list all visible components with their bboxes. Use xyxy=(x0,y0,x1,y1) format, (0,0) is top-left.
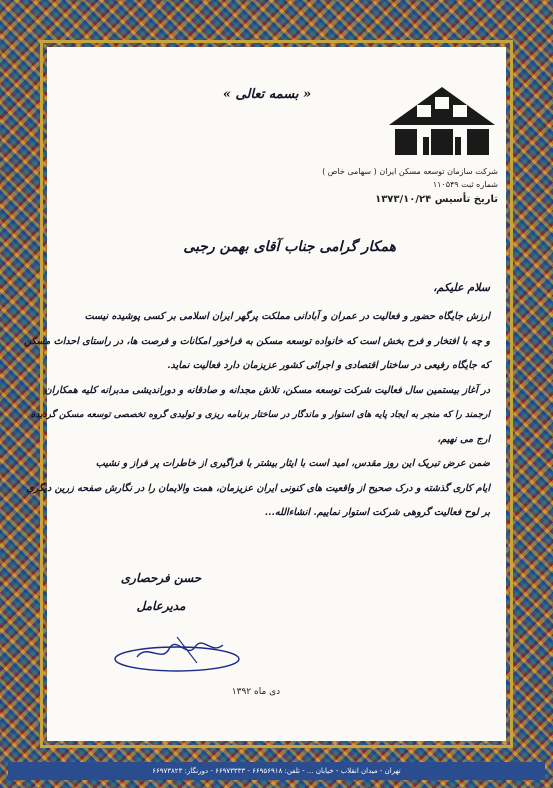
letter-date: دی ماه ۱۳۹۲ xyxy=(231,687,281,697)
salutation: همکار گرامی جناب آقای بهمن رجبی xyxy=(183,239,396,255)
greeting: سلام علیکم، xyxy=(433,281,490,294)
signer-title: مدیرعامل xyxy=(136,599,186,613)
body-line: ایام کاری گذشته و درک صحیح از واقعیت های کنونی ایران عزیزمان، همت والایمان را در نگارش صفحه زرین دیگری xyxy=(26,482,490,494)
body-line: بر لوح فعالیت گروهی شرکت استوار نماییم. انشاءالله... xyxy=(264,507,490,518)
company-name: شرکت سازمان توسعه مسکن ایران ( سهامی خاص ) xyxy=(322,167,498,176)
body-line: ضمن عرض تبریک این روز مقدس، امید است با ایثار بیشتر با فراگیری از خاطرات پر فراز و نشیب xyxy=(95,458,490,469)
body-line: ارزش جایگاه حضور و فعالیت در عمران و آبادانی مملکت پرگهر ایران اسلامی بر کسی پوشیده نیست xyxy=(84,311,490,322)
letter-paper xyxy=(23,47,506,741)
body-line: در آغاز بیستمین سال فعالیت شرکت توسعه مسکن، تلاش مجدانه و صادقانه و دوراندیشی مدبرانه کلیه همکاران xyxy=(44,384,490,396)
signature-image xyxy=(107,629,257,679)
registration-number: شماره ثبت ۱۱۰۵۴۹ xyxy=(432,180,498,189)
body-line: که جایگاه رفیعی در ساختار اقتصادی و اجرائی کشور عزیزمان دارد فعالیت نماید. xyxy=(167,360,490,371)
letter-body xyxy=(23,305,490,526)
company-logo xyxy=(387,85,497,157)
bismillah-text: « بسمه تعالی » xyxy=(222,87,312,102)
body-line: ارج می نهیم، xyxy=(437,433,490,445)
signer-name: حسن فرحصاری xyxy=(120,571,202,585)
footer-contact-bar: تهران - میدان انقلاب - خیابان ... - تلفن: ۶۶۹۵۶۹۱۸ - ۶۶۹۷۳۳۳۳ - دورنگار: ۶۶۹۷۳۸۲۳ xyxy=(8,762,545,780)
founded-date: تاریخ تأسیس ۱۳۷۳/۱۰/۲۴ xyxy=(375,194,498,205)
company-info xyxy=(278,165,498,206)
body-line: ارجمند را که منجر به ایجاد پایه های استوار و ماندگار در ساختار برنامه ریزی و تولیدی گروه تخصصی توسعه مسکن گردیده xyxy=(30,410,490,420)
body-line: و چه با افتخار و فرح بخش است که خانواده توسعه مسکن به فراخور امکانات و فرصت ها، در راستای احداث مسکن xyxy=(23,335,490,347)
